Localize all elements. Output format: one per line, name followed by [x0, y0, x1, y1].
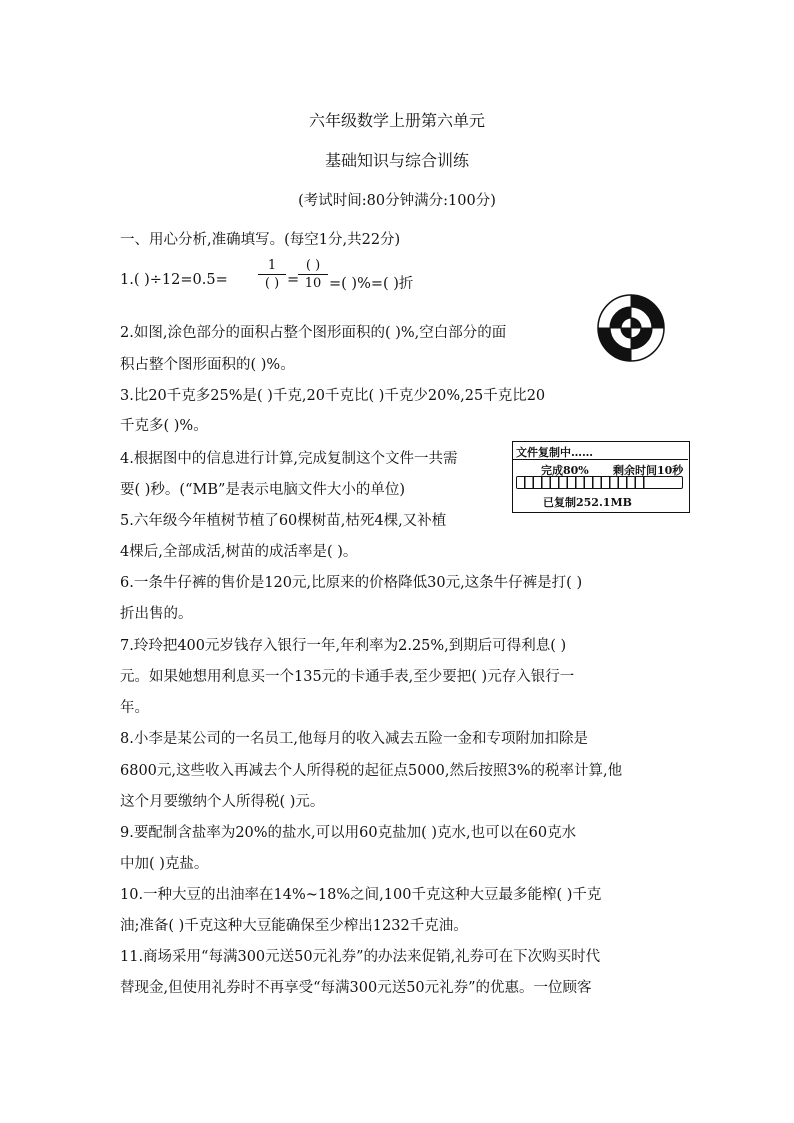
q1-equals: = — [287, 272, 300, 288]
page-subtitle: 基础知识与综合训练 — [324, 151, 469, 170]
copy-copied-label: 已复制252.1MB — [543, 496, 632, 509]
exam-info: (考试时间:80分钟满分:100分) — [298, 193, 496, 209]
q1-fraction-2 — [298, 258, 328, 291]
copy-progress-box — [512, 441, 690, 513]
copy-progress-fill — [517, 477, 649, 488]
q5-line1: 5.六年级今年植树节植了60棵树苗,枯死4棵,又补植 — [120, 513, 447, 529]
q10-line2: 油;准备( )千克这种大豆能确保至少榨出1232千克油。 — [120, 918, 468, 934]
q2-line1: 2.如图,涂色部分的面积占整个图形面积的( )%,空白部分的面 — [120, 325, 507, 341]
copy-box-title: 文件复制中…… — [516, 446, 593, 459]
q2-line2: 积占整个图形面积的( )%。 — [120, 357, 295, 373]
q9-line1: 9.要配制含盐率为20%的盐水,可以用60克盐加( )克水,也可以在60克水 — [120, 825, 577, 841]
fraction-numerator: 1 — [267, 258, 277, 273]
q4-line2: 要( )秒。(“MB”是表示电脑文件大小的单位) — [120, 482, 406, 498]
page-title: 六年级数学上册第六单元 — [308, 111, 485, 130]
q7-line3: 年。 — [120, 700, 149, 716]
target-figure — [596, 293, 666, 363]
q10-line1: 10.一种大豆的出油率在14%~18%之间,100千克这种大豆最多能榨( )千克 — [120, 887, 602, 903]
q8-line2: 6800元,这些收入再减去个人所得税的起征点5000,然后按照3%的税率计算,他 — [120, 763, 623, 779]
q11-line1: 11.商场采用“每满300元送50元礼券”的办法来促销,礼券可在下次购买时代 — [120, 949, 601, 965]
q4-line1: 4.根据图中的信息进行计算,完成复制这个文件一共需 — [120, 451, 458, 467]
q11-line2: 替现金,但使用礼券时不再享受“每满300元送50元礼券”的优惠。一位顾客 — [120, 980, 592, 996]
copy-done-label: 完成80% — [541, 464, 589, 477]
q1-part-a: 1.( )÷12=0.5= — [120, 272, 228, 288]
q8-line1: 8.小李是某公司的一名员工,他每月的收入减去五险一金和专项附加扣除是 — [120, 731, 588, 747]
fraction-denominator: 10 — [304, 276, 322, 291]
q3-line2: 千克多( )%。 — [120, 418, 208, 434]
q3-line1: 3.比20千克多25%是( )千克,20千克比( )千克少20%,25千克比20 — [120, 388, 546, 404]
q1-fraction-1 — [258, 258, 286, 291]
q9-line2: 中加( )克盐。 — [120, 856, 209, 872]
q8-line3: 这个月要缴纳个人所得税( )元。 — [120, 794, 325, 810]
q1-part-b: =( )%=( )折 — [329, 276, 414, 292]
q7-line2: 元。如果她想用利息买一个135元的卡通手表,至少要把( )元存入银行一 — [120, 669, 575, 685]
section-heading: 一、用心分析,准确填写。(每空1分,共22分) — [120, 232, 401, 248]
fraction-numerator: ( ) — [305, 258, 321, 273]
q6-line1: 6.一条牛仔裤的售价是120元,比原来的价格降低30元,这条牛仔裤是打( ) — [120, 575, 583, 591]
q7-line1: 7.玲玲把400元岁钱存入银行一年,年利率为2.25%,到期后可得利息( ) — [120, 638, 567, 654]
copy-remaining-label: 剩余时间10秒 — [613, 464, 684, 477]
q5-line2: 4棵后,全部成活,树苗的成活率是( )。 — [120, 544, 358, 560]
copy-progress-bar — [516, 476, 683, 489]
q6-line2: 折出售的。 — [120, 606, 193, 622]
fraction-denominator: ( ) — [264, 276, 280, 291]
